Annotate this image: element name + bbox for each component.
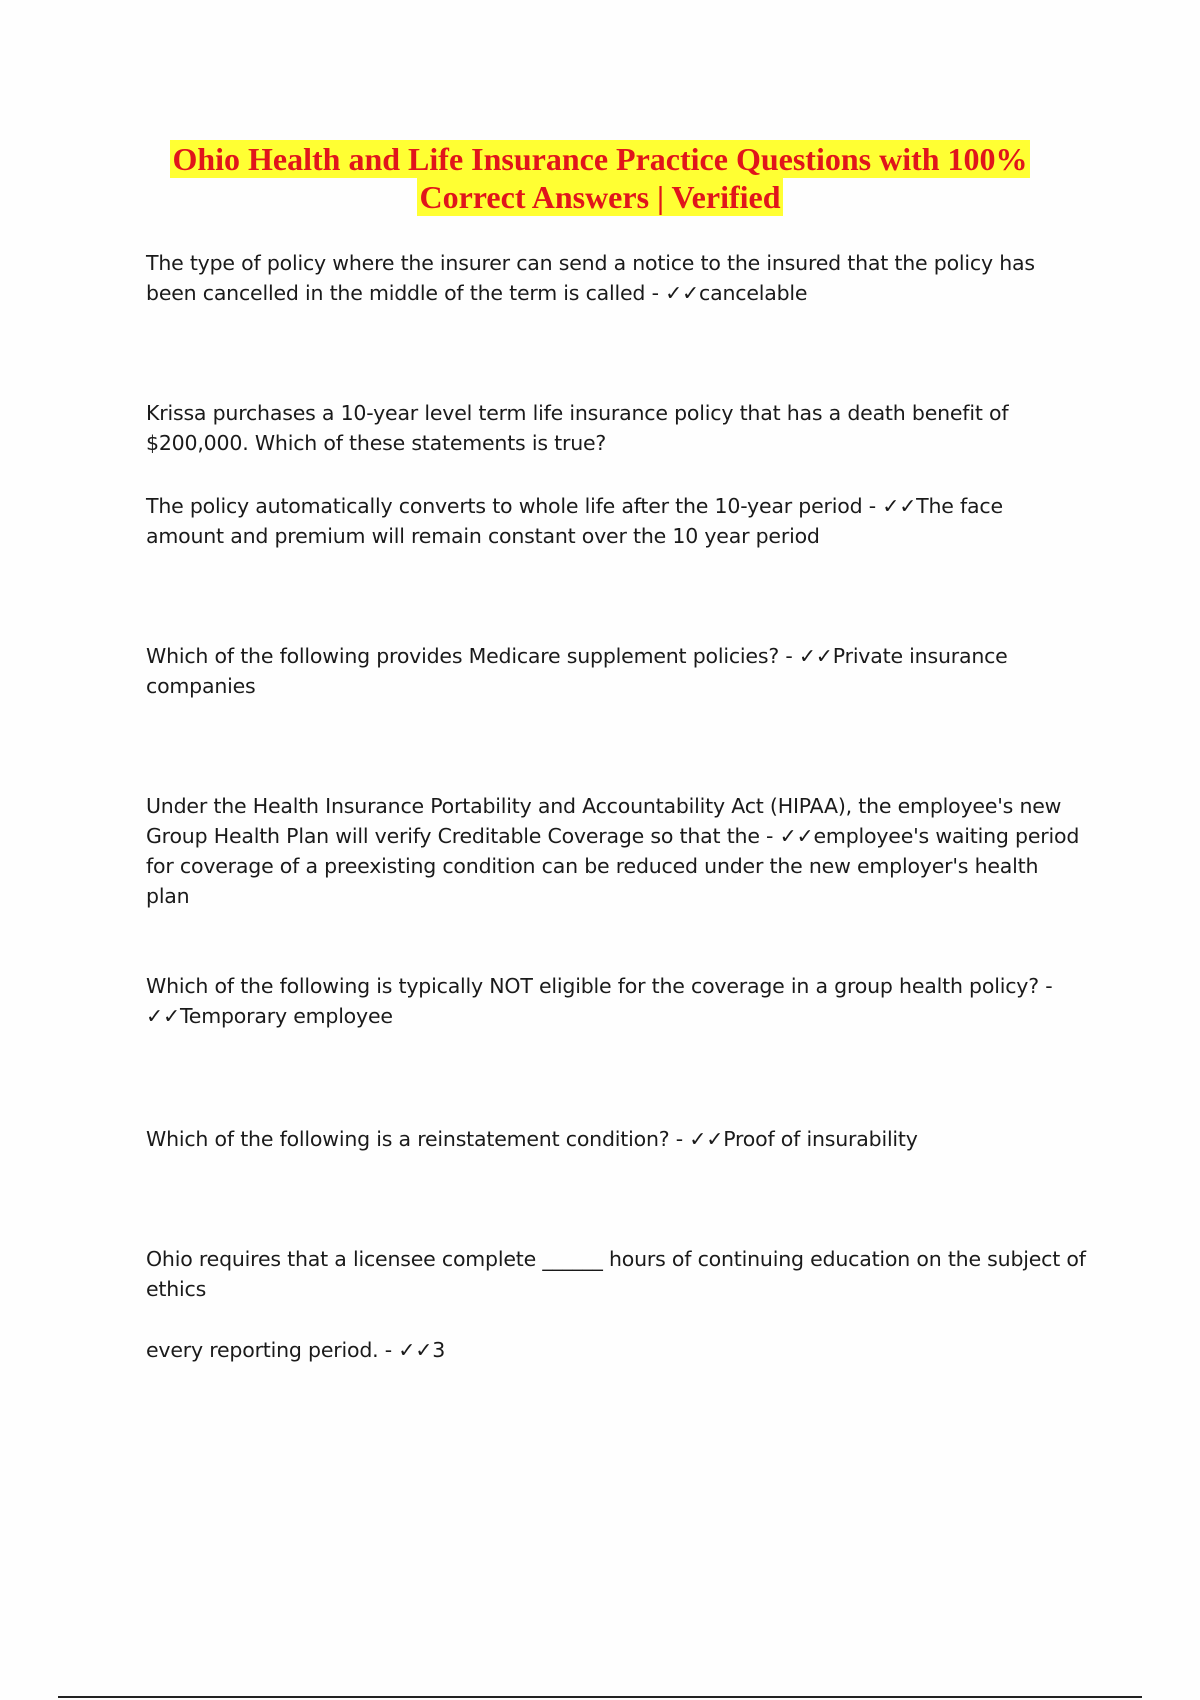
answer-ohio-ethics-ce: every reporting period. - ✓✓3 bbox=[146, 1338, 446, 1362]
question-reinstatement-condition: Which of the following is a reinstatement condition? - ✓✓Proof of insurability bbox=[146, 1127, 918, 1151]
answer-krissa-term-policy: The policy automatically converts to whole life after the 10-year period - ✓✓The face amount and premium will remain constant over the 10 year period bbox=[146, 494, 1003, 548]
title-line-1: Ohio Health and Life Insurance Practice Questions with 100% bbox=[172, 141, 1028, 177]
question-krissa-term-policy: Krissa purchases a 10-year level term life insurance policy that has a death benefit of $200,000. Which of these statements is true? bbox=[146, 401, 1009, 455]
page-bottom-divider bbox=[58, 1696, 1142, 1698]
title-line-2: Correct Answers | Verified bbox=[419, 179, 781, 215]
question-medicare-supplement: Which of the following provides Medicare supplement policies? - ✓✓Private insurance companies bbox=[146, 644, 1008, 698]
question-group-health-eligibility: Which of the following is typically NOT eligible for the coverage in a group health policy? - ✓✓Temporary employee bbox=[146, 974, 1053, 1028]
document-title bbox=[0, 140, 1200, 216]
question-ohio-ethics-ce: Ohio requires that a licensee complete ______ hours of continuing education on the subject of ethics bbox=[146, 1247, 1086, 1301]
question-policy-cancelable: The type of policy where the insurer can send a notice to the insured that the policy has been cancelled in the middle of the term is called - ✓✓cancelable bbox=[146, 251, 1035, 305]
question-hipaa-creditable-coverage: Under the Health Insurance Portability and Accountability Act (HIPAA), the employee's new Group Health Plan will verify Creditable Coverage so that the - ✓✓employee's waiting period for coverage of a preexisting condition can be reduced under the new employer's health plan bbox=[146, 794, 1080, 908]
